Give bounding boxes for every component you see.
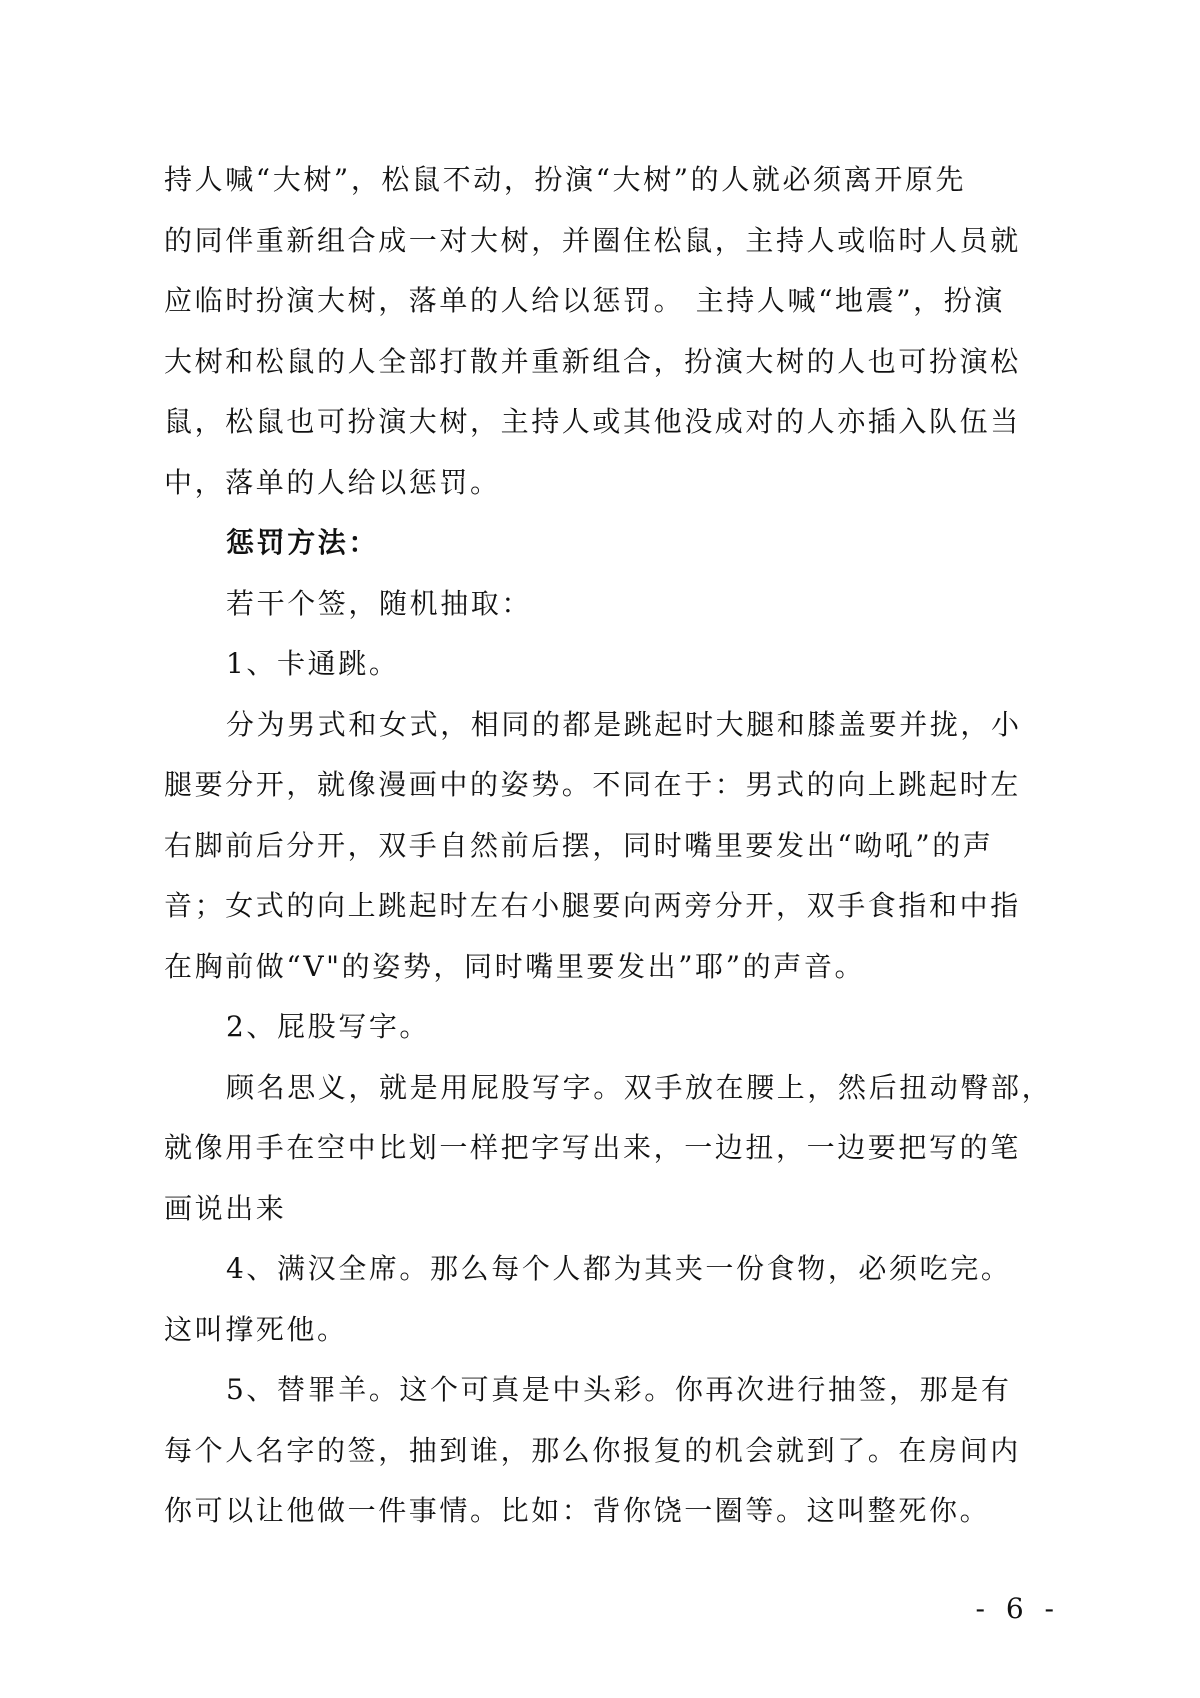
paragraph-line: 这叫撑死他。 [164,1312,348,1346]
list-item-heading: 4、满汉全席。那么每个人都为其夹一份食物，必须吃完。 [226,1252,1012,1285]
body-text [164,150,1058,1542]
list-item-heading: 2、屁股写字。 [226,1010,431,1043]
paragraph-line: 中，落单的人给以惩罚。 [164,465,501,499]
paragraph-line: 顾名思义，就是用屁股写字。双手放在腰上，然后扭动臀部， [226,1070,1053,1104]
paragraph-line: 应临时扮演大树，落单的人给以惩罚。 主持人喊“地震”，扮演 [164,284,1005,317]
paragraph-line: 就像用手在空中比划一样把字写出来，一边扭，一边要把写的笔 [164,1131,1021,1164]
paragraph-line: 右脚前后分开，双手自然前后摆，同时嘴里要发出“呦吼”的声 [164,828,994,862]
list-item-heading: 1、卡通跳。 [226,647,400,680]
list-item-heading: 5、替罪羊。这个可真是中头彩。你再次进行抽签，那是有 [226,1373,1012,1406]
paragraph-line: 的同伴重新组合成一对大树，并圈住松鼠，主持人或临时人员就 [164,223,1021,257]
paragraph-line: 大树和松鼠的人全部打散并重新组合，扮演大树的人也可扮演松 [164,344,1021,378]
paragraph-line: 鼠，松鼠也可扮演大树，主持人或其他没成对的人亦插入队伍当 [164,405,1021,438]
paragraph-line: 腿要分开，就像漫画中的姿势。不同在于：男式的向上跳起时左 [164,768,1021,801]
page-number: - 6 - [975,1592,1060,1625]
paragraph-line: 画说出来 [164,1191,287,1225]
paragraph-line: 持人喊“大树”，松鼠不动，扮演“大树”的人就必须离开原先 [164,163,967,196]
section-heading: 惩罚方法： [226,526,380,559]
paragraph-line: 分为男式和女式，相同的都是跳起时大腿和膝盖要并拢，小 [226,707,1022,741]
paragraph-line: 若干个签，随机抽取： [226,586,533,620]
paragraph-line: 你可以让他做一件事情。比如：背你饶一圈等。这叫整死你。 [164,1494,991,1527]
paragraph-line: 音；女式的向上跳起时左右小腿要向两旁分开，双手食指和中指 [164,889,1021,922]
paragraph-line: 在胸前做“V"的姿势，同时嘴里要发出”耶”的声音。 [164,949,866,983]
paragraph-line: 每个人名字的签，抽到谁，那么你报复的机会就到了。在房间内 [164,1433,1021,1467]
